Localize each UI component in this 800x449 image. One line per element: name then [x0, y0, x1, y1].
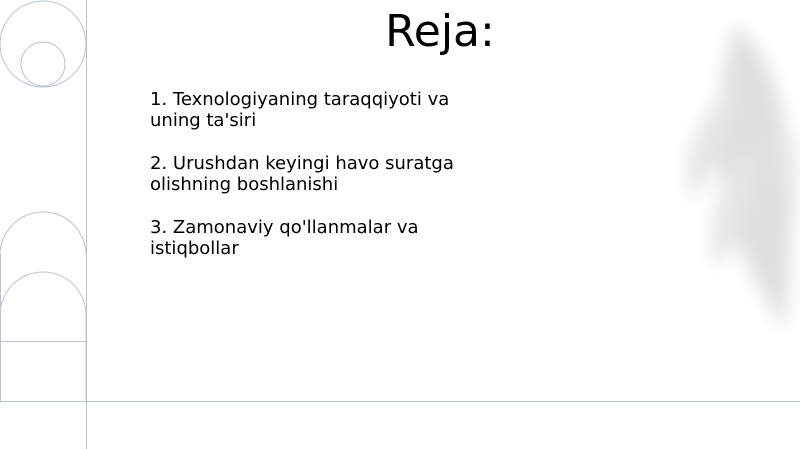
ornament-arch-upper — [0, 212, 86, 255]
agenda-item: 3. Zamonaviy qo'llanmalar va istiqbollar — [150, 217, 419, 259]
ornament-circle-large — [0, 1, 86, 87]
ornament-circle-small — [21, 42, 65, 86]
ornament-arch-lower — [0, 272, 86, 402]
agenda-item: 2. Urushdan keyingi havo suratga olishning boshlanishi — [150, 153, 454, 195]
agenda-item: 1. Texnologiyaning taraqqiyoti va uning ta'siri — [150, 89, 450, 131]
slide-title: Reja: — [385, 6, 495, 57]
leaf-icon — [687, 25, 797, 330]
agenda-list — [150, 89, 490, 281]
